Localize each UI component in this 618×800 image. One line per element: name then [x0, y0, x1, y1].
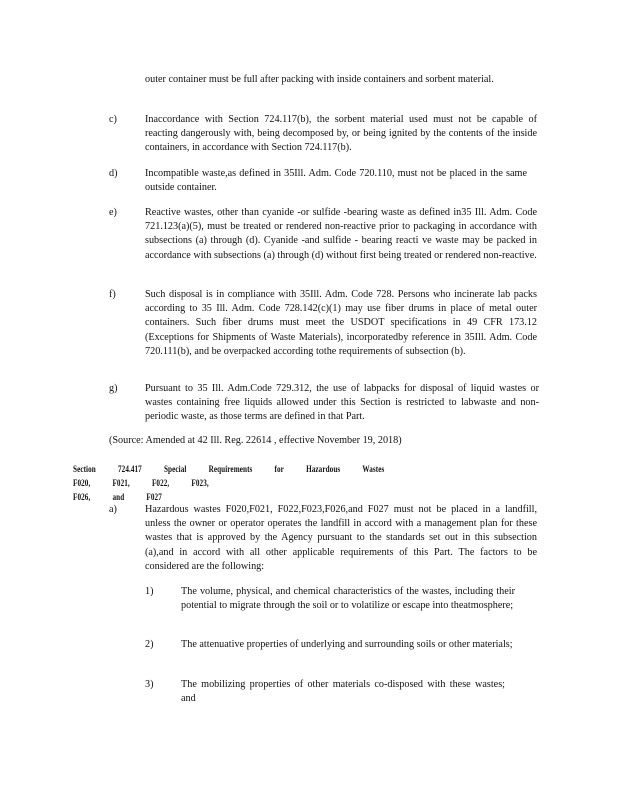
- item-d-label: d): [109, 168, 118, 179]
- factor-1-label: 1): [145, 586, 154, 597]
- item-f-label: f): [109, 289, 116, 300]
- heading-word: F021,: [112, 478, 130, 488]
- item-c-text: Inaccordance with Section 724.117(b), the sorbent material used must not be capable of reacting dangerously with, being decomposed by, or being ignited by the contents of the inside containers, in accordance with Section 724.117(b).: [145, 114, 537, 154]
- section-a-text: Hazardous wastes F020,F021, F022,F023,F026,and F027 must not be placed in a landfill, unless the owner or operator operates the landfill in accord with a management plan for these wastes that is approved by the Agency pursuant to the standards set out in this subsection (a),and in accord with all other applicable requirements of this Part. The factors to be considered are the following:: [145, 504, 537, 572]
- section-heading-line-1: [73, 462, 416, 490]
- item-e-label: e): [109, 207, 117, 218]
- heading-word: F026,: [73, 492, 91, 502]
- heading-word: Requirements: [208, 464, 253, 474]
- heading-word: Hazardous: [306, 464, 341, 474]
- continuation-paragraph: outer container must be full after packing with inside containers and sorbent material.: [145, 74, 494, 85]
- item-g-text: Pursuant to 35 Ill. Adm.Code 729.312, the use of labpacks for disposal of liquid wastes or wastes containing free liquids allowed under this Section is restricted to labwaste and non-periodic waste, as those terms are defined in that Part.: [145, 383, 539, 423]
- factor-2-label: 2): [145, 639, 154, 650]
- heading-word: F020,: [73, 478, 91, 488]
- item-d-text: Incompatible waste,as defined in 35Ill. Adm. Code 720.110, must not be placed in the same outside container.: [145, 168, 527, 194]
- heading-word: and: [112, 492, 125, 502]
- item-c-label: c): [109, 114, 117, 125]
- heading-word: for: [274, 464, 284, 474]
- heading-word: F023,: [191, 478, 209, 488]
- factor-2-text: The attenuative properties of underlying and surrounding soils or other materials;: [181, 639, 513, 650]
- factor-3-text: The mobilizing properties of other materials co-disposed with these wastes; and: [181, 679, 505, 705]
- factor-1-text: The volume, physical, and chemical characteristics of the wastes, including their potential to migrate through the soil or to volatilize or escape into theatmosphere;: [181, 586, 515, 612]
- heading-word: 724.417: [117, 464, 142, 474]
- item-f-text: Such disposal is in compliance with 35Ill. Adm. Code 728. Persons who incinerate lab packs according to 35 Ill. Adm. Code 728.142(c)(1) may use fiber drums in place of metal outer containers. Such fiber drums must meet the USDOT specifications in 49 CFR 173.12 (Exceptions for Shipments of Waste Materials), incorporatedby reference in 35Ill. Adm. Code 720.111(b), and be overpacked according tothe requirements of subsection (b).: [145, 289, 537, 357]
- factor-3-label: 3): [145, 679, 154, 690]
- heading-word: F022,: [151, 478, 170, 488]
- heading-word: F027: [146, 492, 162, 502]
- item-g-label: g): [109, 383, 118, 394]
- section-heading: [73, 462, 416, 504]
- heading-word: Special: [163, 464, 187, 474]
- item-e-text: Reactive wastes, other than cyanide -or sulfide -bearing waste as defined in35 Ill. Adm. Code 721.123(a)(5), must be treated or rendered non-reactive prior to packaging in accordance with subsections (a) through (d). Cyanide -and sulfide - bearing reacti ve waste may be packed in accordance with subsections (a) through (d) without first being treated or rendered non-reactive.: [145, 207, 537, 261]
- heading-word: Section: [73, 464, 96, 474]
- section-a-label: a): [109, 504, 117, 515]
- heading-word: Wastes: [362, 464, 385, 474]
- source-note: (Source: Amended at 42 Ill. Reg. 22614 , effective November 19, 2018): [109, 435, 402, 446]
- section-heading-line-2: [73, 490, 416, 504]
